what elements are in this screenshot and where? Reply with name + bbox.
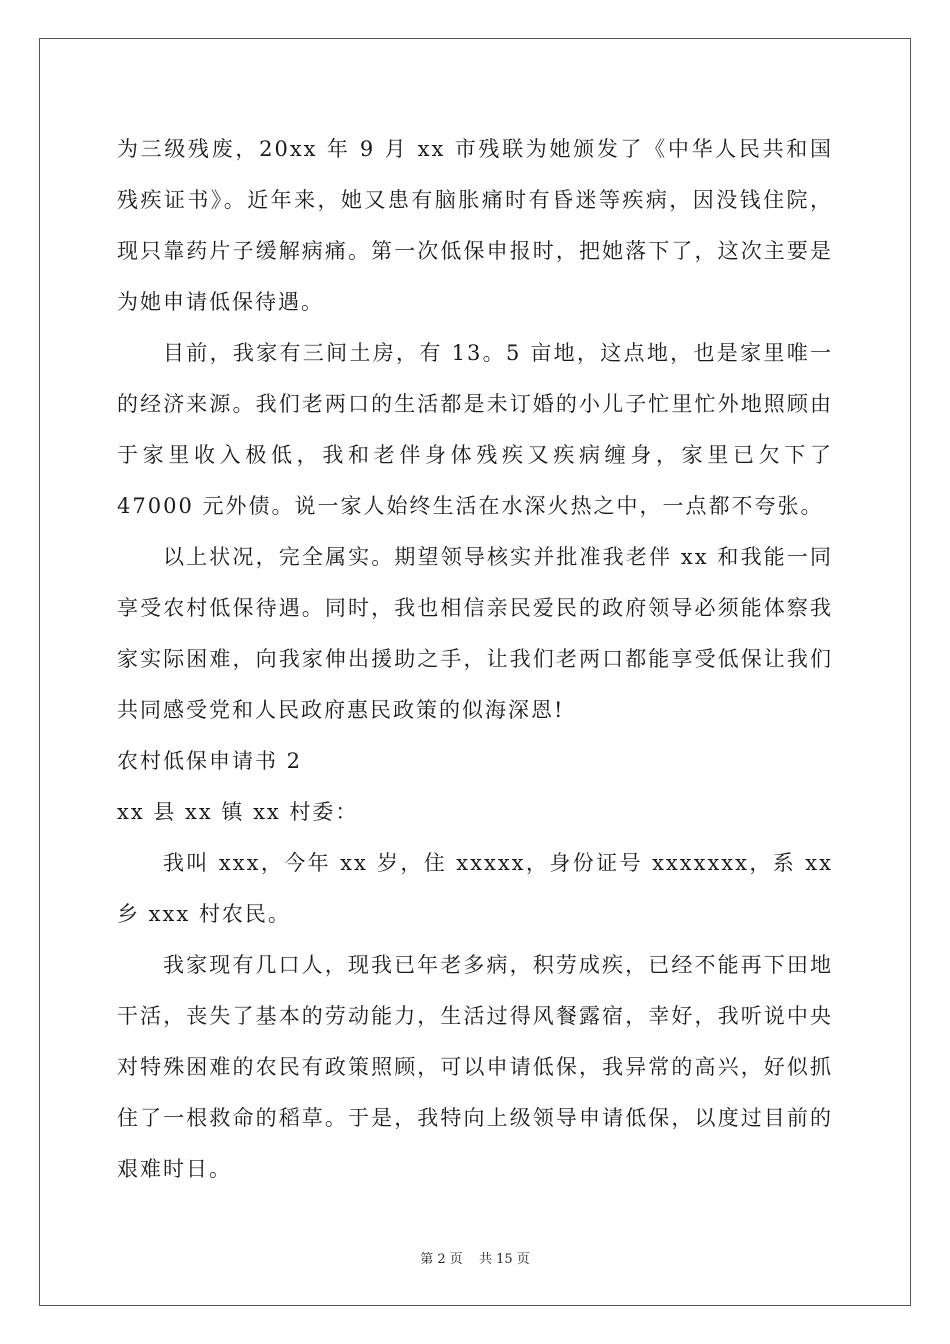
page-total: 共 15 页 xyxy=(478,1252,530,1267)
paragraph-3: 以上状况，完全属实。期望领导核实并批准我老伴 xx 和我能一同享受农村低保待遇。同时，我也相信亲民爱民的政府领导必须能体察我家实际困难，向我家伸出援助之手，让我们老两口都能享受低保让我们共同感受党和人民政府惠民政策的似海深恩! xyxy=(117,545,833,722)
salutation: xx 县 xx 镇 xx 村委： xyxy=(117,800,359,824)
document-body xyxy=(117,124,833,1195)
paragraph-4: 我叫 xxx，今年 xx 岁，住 xxxxx，身份证号 xxxxxxx，系 xx 乡 xxx 村农民。 xyxy=(117,851,833,926)
paragraph-5: 我家现有几口人，现我已年老多病，积劳成疾，已经不能再下田地干活，丧失了基本的劳动能力，生活过得风餐露宿，幸好，我听说中央对特殊困难的农民有政策照顾，可以申请低保，我异常的高兴，好似抓住了一根救命的稻草。于是，我特向上级领导申请低保，以度过目前的艰难时日。 xyxy=(117,953,833,1181)
paragraph-1: 为三级残废，20xx 年 9 月 xx 市残联为她颁发了《中华人民共和国残疾证书》。近年来，她又患有脑胀痛时有昏迷等疾病，因没钱住院，现只靠药片子缓解病痛。第一次低保申报时，把她落下了，这次主要是为她申请低保待遇。 xyxy=(117,137,833,314)
page-footer xyxy=(0,1248,950,1267)
paragraph-2: 目前，我家有三间土房，有 13。5 亩地，这点地，也是家里唯一的经济来源。我们老两口的生活都是未订婚的小儿子忙里忙外地照顾由于家里收入极低，我和老伴身体残疾又疾病缠身，家里已欠下了 47000 元外债。说一家人始终生活在水深火热之中，一点都不夸张。 xyxy=(117,341,833,518)
page-number: 第 2 页 xyxy=(420,1252,463,1267)
section-title: 农村低保申请书 2 xyxy=(117,749,303,773)
